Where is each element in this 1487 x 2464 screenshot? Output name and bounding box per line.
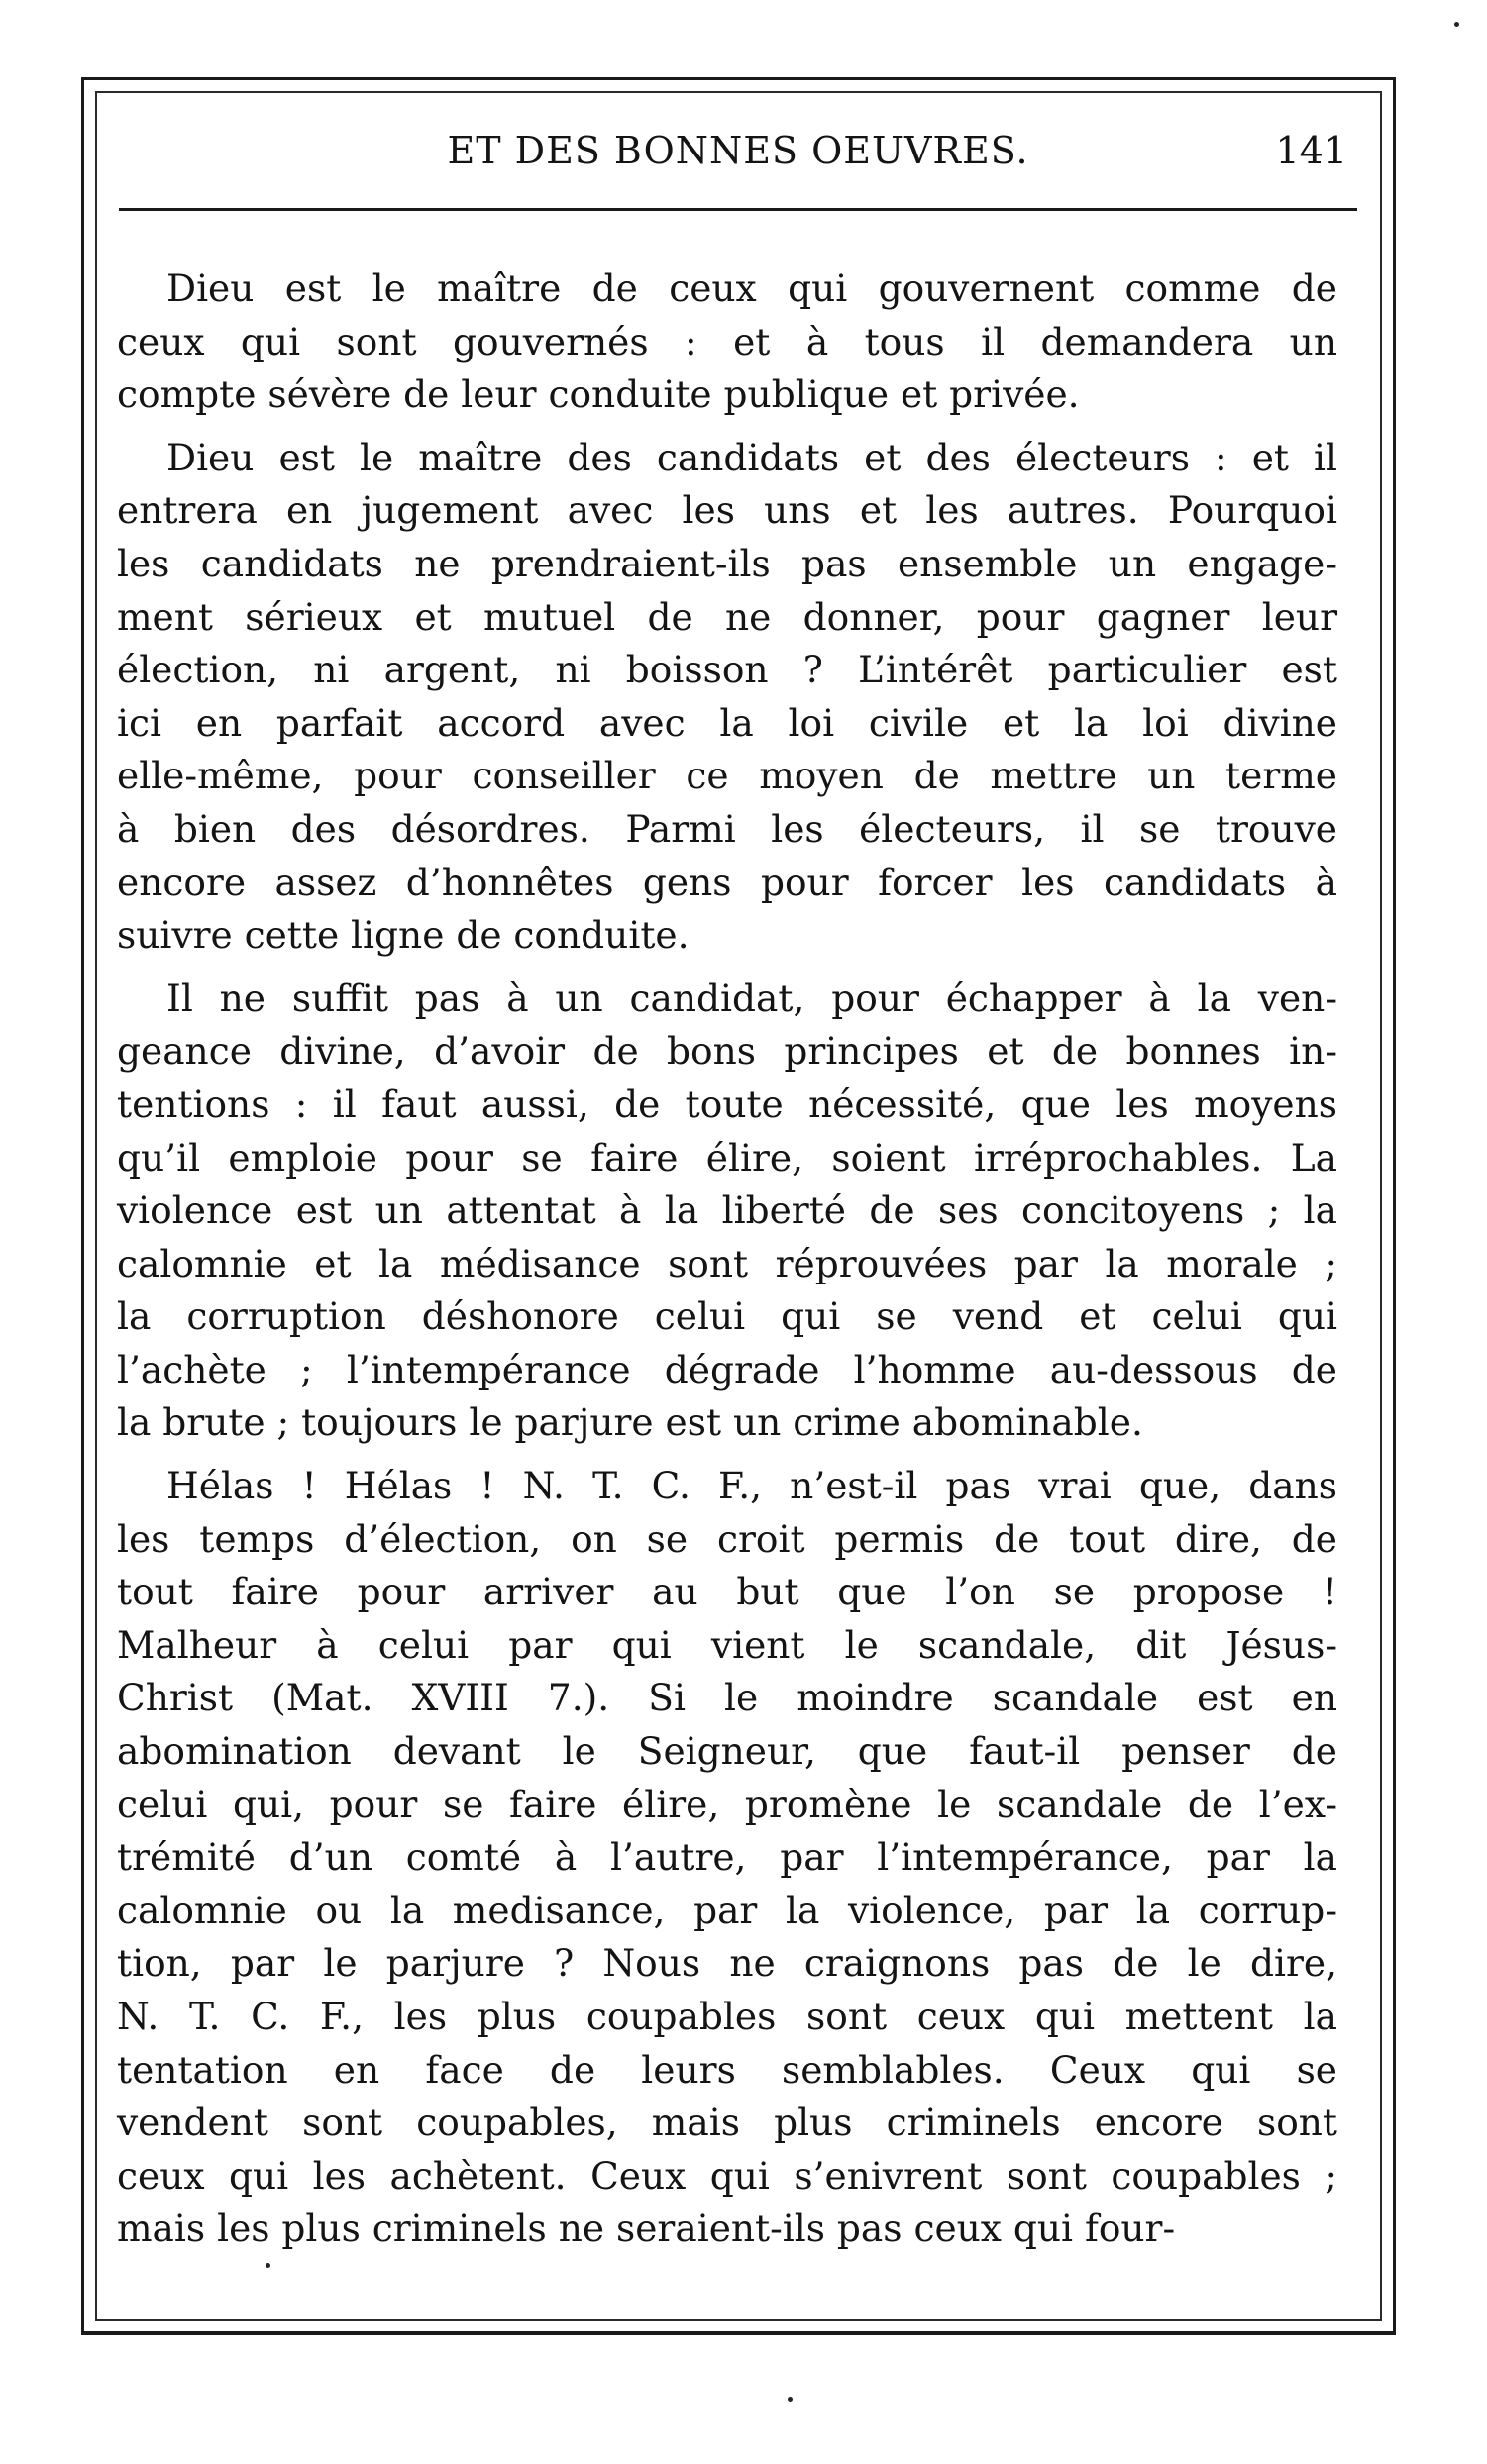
text-line: elle-même, pour conseiller ce moyen de mettre un terme [117,754,1337,798]
running-title: ET DES BONNES OEUVRES. [447,129,1029,172]
text-line: qu’il emploie pour se faire élire, soient irréprochables. La [117,1135,1337,1180]
text-line: ceux qui sont gouvernés : et à tous il demandera un [117,319,1337,363]
text-line: à bien des désordres. Parmi les électeurs, il se trouve [117,806,1337,851]
text-line: violence est un attentat à la liberté de ses concitoyens ; la [117,1188,1337,1233]
text-line: Hélas ! Hélas ! N. T. C. F., n’est-il pas vrai que, dans [166,1464,1337,1508]
printing-speck [788,2397,793,2402]
text-line: la brute ; toujours le parjure est un crime abominable. [117,1400,1143,1445]
text-line: tentation en face de leurs semblables. Ceux qui se [117,2047,1337,2092]
text-line: vendent sont coupables, mais plus criminels encore sont [117,2101,1337,2145]
printing-speck [1454,22,1459,27]
text-line: les candidats ne prendraient-ils pas ensemble un engage- [117,541,1337,585]
text-line: calomnie ou la medisance, par la violence, par la corrup- [117,1888,1337,1932]
text-line: tentions : il faut aussi, de toute nécessité, que les moyens [117,1081,1337,1126]
text-line: calomnie et la médisance sont réprouvées par la morale ; [117,1241,1337,1285]
paragraph [117,973,1337,1450]
text-line: tion, par le parjure ? Nous ne craignons pas de le dire, [117,1941,1337,1986]
text-line: N. T. C. F., les plus coupables sont ceux qui mettent la [117,1995,1337,2038]
page-header [119,129,1357,188]
body-text [117,262,1337,2266]
text-line: élection, ni argent, ni boisson ? L’intérêt particulier est [117,648,1337,692]
text-line: Dieu est le maître des candidats et des électeurs : et il [166,435,1337,479]
text-line: Christ (Mat. XVIII 7.). Si le moindre scandale est en [117,1676,1337,1720]
header-rule [119,208,1357,211]
text-line: Malheur à celui par qui vient le scandale, dit Jésus- [117,1622,1337,1667]
text-line: la corruption déshonore celui qui se vend et celui qui [117,1294,1337,1339]
text-line: mais les plus criminels ne seraient-ils pas ceux qui four- [117,2207,1176,2251]
text-line: trémité d’un comté à l’autre, par l’intempérance, par la [117,1835,1337,1880]
text-line: celui qui, pour se faire élire, promène le scandale de l’ex- [117,1782,1337,1826]
text-line: ici en parfait accord avec la loi civile et la loi divine [117,700,1337,745]
text-line: compte sévère de leur conduite publique et privée. [117,372,1080,417]
paragraph [117,1460,1337,2256]
text-line: suivre cette ligne de conduite. [117,913,690,958]
text-line: Il ne suffit pas à un candidat, pour échapper à la ven- [166,975,1337,1020]
text-line: ment sérieux et mutuel de ne donner, pour gagner leur [117,594,1337,639]
text-line: abomination devant le Seigneur, que faut-il penser de [117,1729,1337,1774]
page-number: 141 [1275,129,1347,172]
text-line: geance divine, d’avoir de bons principes et de bonnes in- [117,1029,1337,1074]
text-line: l’achète ; l’intempérance dégrade l’homme au-dessous de [117,1347,1337,1391]
text-line: encore assez d’honnêtes gens pour forcer les candidats à [117,860,1337,904]
text-line: tout faire pour arriver au but que l’on se propose ! [117,1570,1337,1614]
text-line: Dieu est le maître de ceux qui gouvernent comme de [166,266,1337,310]
paragraph [117,262,1337,422]
text-line: les temps d’élection, on se croit permis de tout dire, de [117,1516,1337,1561]
printing-speck [266,2263,270,2268]
text-line: entrera en jugement avec les uns et les autres. Pourquoi [117,488,1337,533]
paragraph [117,432,1337,963]
text-line: ceux qui les achètent. Ceux qui s’enivrent sont coupables ; [117,2153,1337,2198]
